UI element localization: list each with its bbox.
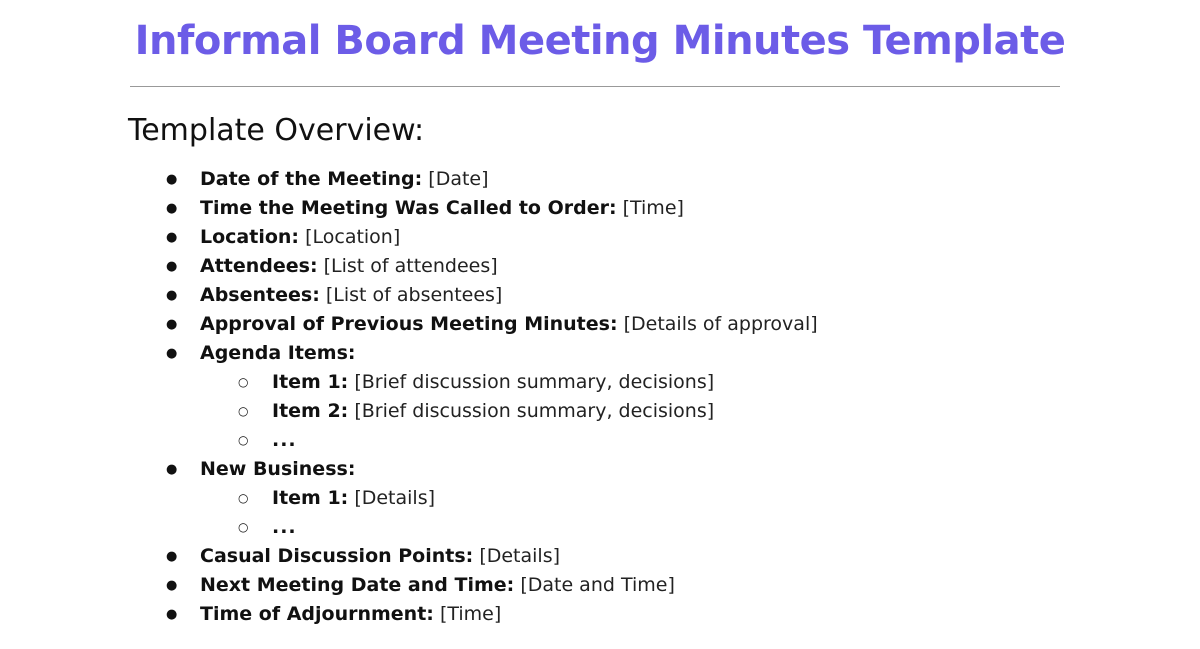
bullet-icon: ● — [166, 462, 178, 477]
list-item — [0, 281, 1200, 310]
list-item-label: Item 1: — [272, 371, 349, 393]
bullet-icon: ● — [166, 346, 178, 361]
list-item-value: [Time] — [622, 197, 684, 219]
list-item-label: Absentees: — [200, 284, 320, 306]
list-item-value: [Time] — [439, 603, 502, 625]
bullet-icon: ● — [166, 607, 178, 622]
list-item-label: Approval of Previous Meeting Minutes: — [200, 313, 618, 335]
list-item — [0, 571, 1200, 600]
template-overview-list — [0, 149, 1200, 629]
list-item — [0, 223, 1200, 252]
list-item — [0, 600, 1200, 629]
list-item — [200, 484, 1200, 513]
bullet-icon: ● — [166, 317, 178, 332]
list-item-value: [Location] — [305, 226, 401, 248]
list-item-label: Next Meeting Date and Time: — [200, 574, 515, 596]
list-item-label: ... — [272, 429, 297, 451]
list-item-value: [List of absentees] — [325, 284, 503, 306]
list-item-value: [List of attendees] — [323, 255, 498, 277]
list-item — [0, 252, 1200, 281]
list-item-value: [Brief discussion summary, decisions] — [354, 400, 715, 422]
list-item-label: Time the Meeting Was Called to Order: — [200, 197, 617, 219]
list-item-new-business — [0, 455, 1200, 542]
list-item-value: [Date] — [428, 168, 489, 190]
list-item-value: [Date and Time] — [520, 574, 675, 596]
new-business-sublist — [200, 484, 1200, 542]
page-title: Informal Board Meeting Minutes Template — [134, 18, 1066, 64]
list-item-label: Location: — [200, 226, 300, 248]
sub-bullet-icon: ○ — [238, 404, 249, 418]
list-item-value: [Brief discussion summary, decisions] — [354, 371, 715, 393]
list-item-value: [Details] — [354, 487, 436, 509]
bullet-icon: ● — [166, 230, 178, 245]
bullet-icon: ● — [166, 259, 178, 274]
list-item — [200, 397, 1200, 426]
bullet-icon: ● — [166, 172, 178, 187]
list-item — [200, 513, 1200, 542]
bullet-icon: ● — [166, 288, 178, 303]
list-item-agenda-items — [0, 339, 1200, 455]
bullet-icon: ● — [166, 578, 178, 593]
list-item-label: New Business: — [200, 458, 356, 480]
list-item-label: Time of Adjournment: — [200, 603, 434, 625]
list-item-value: [Details] — [479, 545, 561, 567]
list-item-label: Date of the Meeting: — [200, 168, 423, 190]
sub-bullet-icon: ○ — [238, 375, 249, 389]
list-item-label: ... — [272, 516, 297, 538]
list-item-label: Attendees: — [200, 255, 318, 277]
sub-bullet-icon: ○ — [238, 520, 249, 534]
sub-bullet-icon: ○ — [238, 433, 249, 447]
list-item-label: Item 2: — [272, 400, 349, 422]
list-item-label: Casual Discussion Points: — [200, 545, 474, 567]
list-item-label: Agenda Items: — [200, 342, 356, 364]
bullet-icon: ● — [166, 549, 178, 564]
agenda-items-sublist — [200, 368, 1200, 455]
sub-bullet-icon: ○ — [238, 491, 249, 505]
list-item — [0, 165, 1200, 194]
list-item — [0, 310, 1200, 339]
section-heading-template-overview: Template Overview: — [128, 113, 425, 148]
list-item — [0, 194, 1200, 223]
list-item — [200, 368, 1200, 397]
bullet-icon: ● — [166, 201, 178, 216]
list-item-label: Item 1: — [272, 487, 349, 509]
list-item — [200, 426, 1200, 455]
list-item-value: [Details of approval] — [623, 313, 818, 335]
list-item — [0, 542, 1200, 571]
